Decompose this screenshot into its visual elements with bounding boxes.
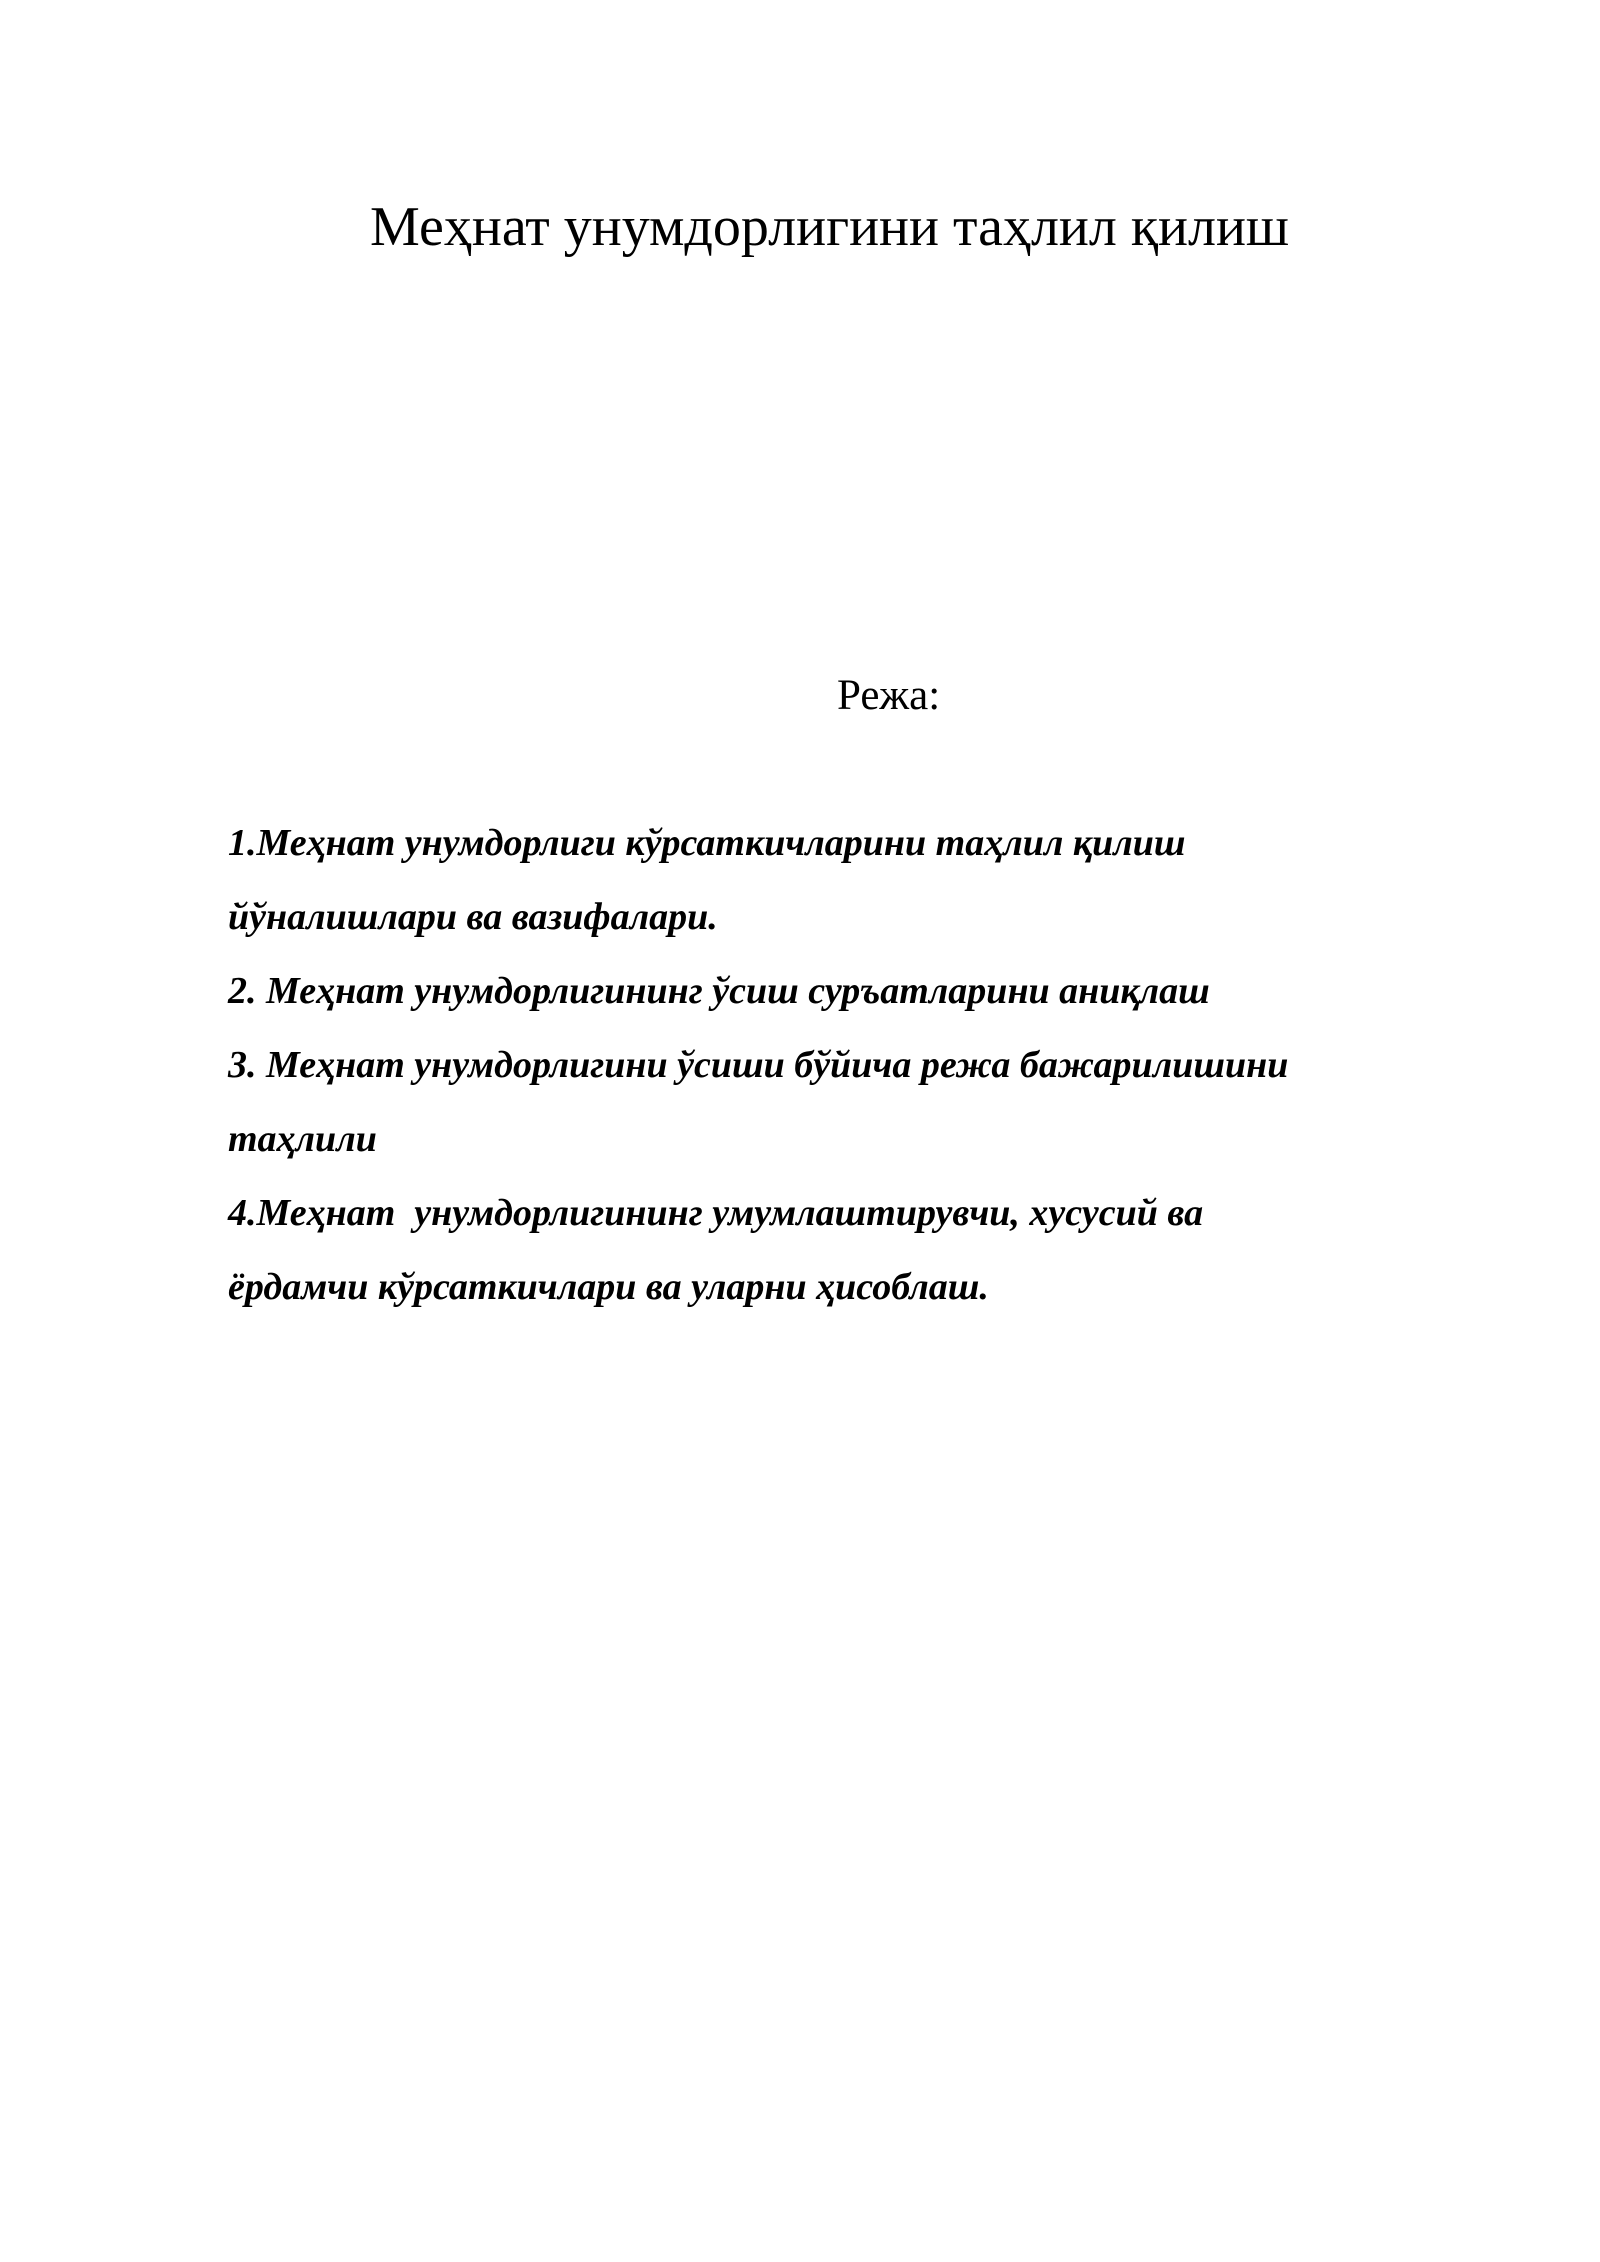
plan-item-4-line-1: 4.Меҳнат унумдорлигининг умумлаштирувчи, хусусий ва	[228, 1192, 1204, 1234]
plan-item-1-line-1: 1.Меҳнат унумдорлиги кўрсаткичларини таҳлил қилиш	[228, 822, 1186, 864]
document-title: Меҳнат унумдорлигини таҳлил қилиш	[370, 196, 1290, 258]
plan-heading: Режа:	[837, 672, 941, 719]
plan-item-4-line-2: ёрдамчи кўрсаткичлари ва уларни ҳисоблаш.	[228, 1266, 989, 1308]
plan-item-3-line-2: таҳлили	[228, 1118, 377, 1160]
plan-item-3-line-1: 3. Меҳнат унумдорлигини ўсиши бўйича режа бажарилишини	[228, 1044, 1289, 1086]
plan-item-2: 2. Меҳнат унумдорлигининг ўсиш суръатларини аниқлаш	[228, 970, 1210, 1012]
plan-list	[228, 806, 1468, 1324]
plan-item-1-line-2: йўналишлари ва вазифалари.	[228, 896, 718, 938]
